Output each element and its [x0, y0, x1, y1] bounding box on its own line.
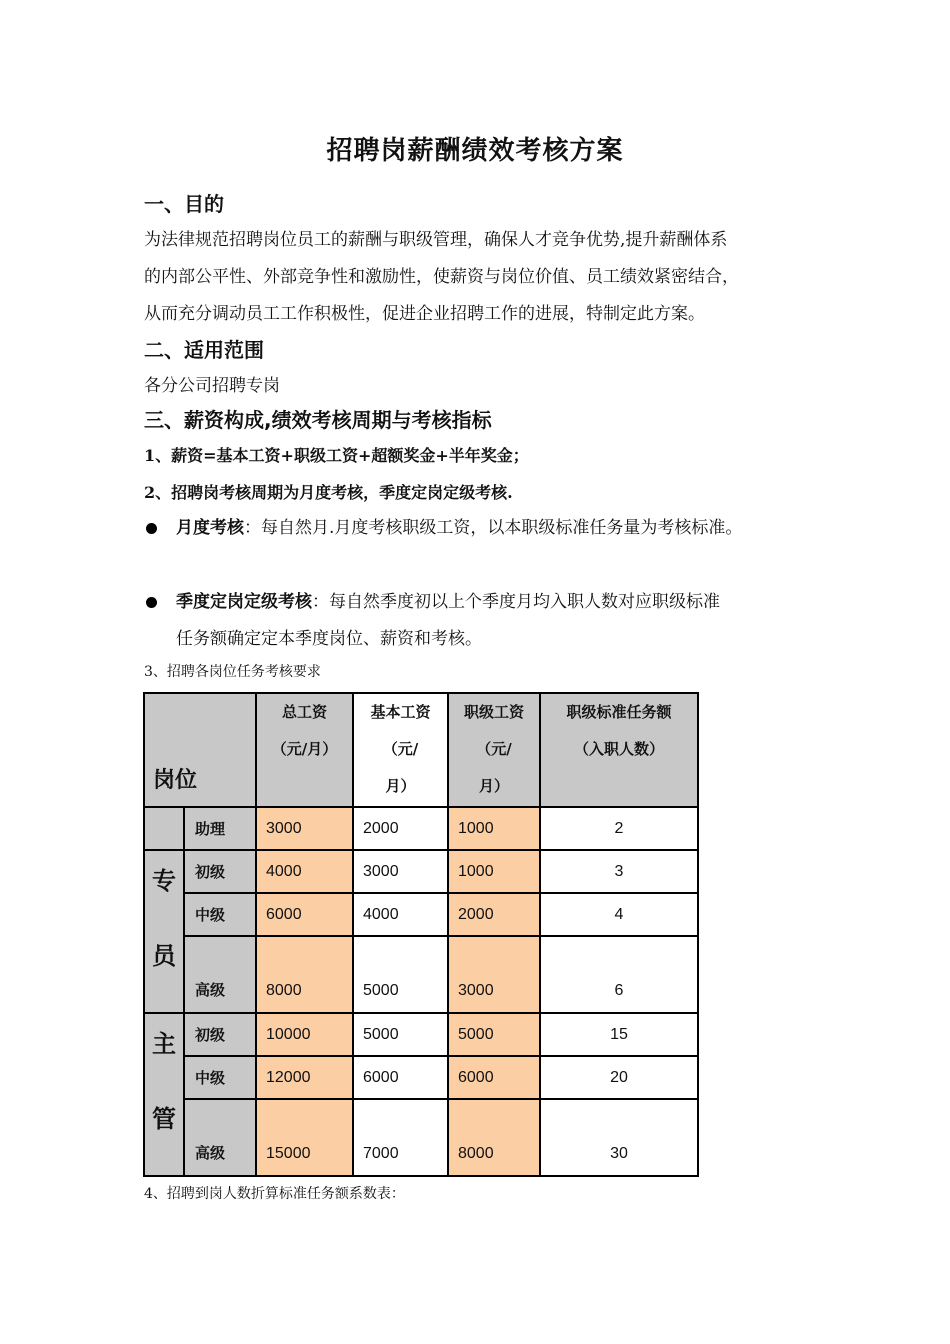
header-rank-line-2: （元/	[476, 740, 512, 758]
total-value: 15000	[266, 1145, 311, 1162]
base-value: 5000	[363, 982, 399, 999]
rank-cell	[448, 1013, 540, 1056]
total-value: 12000	[266, 1068, 311, 1086]
rank-value: 3000	[458, 982, 494, 999]
level-label: 助理	[195, 820, 226, 838]
rank-cell	[448, 807, 540, 850]
total-cell	[256, 1013, 353, 1056]
header-rank-line-1: 职级工资	[463, 703, 524, 721]
header-rank-salary	[448, 693, 540, 807]
rank-value: 5000	[458, 1025, 494, 1043]
group-specialist-char-2: 员	[152, 942, 176, 970]
rank-value: 1000	[458, 819, 494, 837]
rank-value: 8000	[458, 1145, 494, 1162]
level-cell	[184, 893, 256, 936]
quota-cell	[540, 1099, 698, 1176]
table-row	[144, 807, 698, 850]
level-cell	[184, 1099, 256, 1176]
header-quota-line-2: （入职人数）	[573, 740, 664, 758]
group-specialist	[144, 850, 184, 1013]
total-cell	[256, 850, 353, 893]
group-supervisor-char-2: 管	[152, 1105, 176, 1133]
section-heading-salary: 三、薪资构成,绩效考核周期与考核指标	[144, 408, 492, 432]
base-value: 7000	[363, 1145, 399, 1162]
level-cell	[184, 807, 256, 850]
table-row	[144, 936, 698, 1013]
base-value: 6000	[363, 1068, 399, 1086]
rank-value: 1000	[458, 862, 494, 880]
level-label: 中级	[195, 906, 226, 924]
bullet-dot	[146, 593, 157, 612]
rank-value: 6000	[458, 1068, 494, 1086]
page-title: 招聘岗薪酬绩效考核方案	[326, 136, 624, 166]
quota-value: 20	[610, 1068, 628, 1086]
header-total-line-2: （元/月）	[271, 740, 338, 758]
item-task-requirements: 3、招聘各岗位任务考核要求	[144, 664, 321, 680]
table-row	[144, 850, 698, 893]
level-label: 中级	[195, 1069, 226, 1087]
total-cell	[256, 1099, 353, 1176]
header-base-line-1: 基本工资	[370, 703, 431, 721]
bullet-quarterly-cont: 任务额确定定本季度岗位、薪资和考核。	[176, 629, 482, 649]
base-value: 4000	[363, 905, 399, 923]
item-salary-formula: 1、薪资=基本工资+职级工资+超额奖金+半年奖金；	[144, 446, 529, 465]
total-cell	[256, 936, 353, 1013]
header-position-label: 岗位	[153, 768, 198, 793]
total-value: 4000	[266, 862, 302, 880]
total-value: 6000	[266, 905, 302, 923]
bullet-quarterly-label: 季度定岗定级考核	[176, 592, 312, 612]
quota-cell	[540, 893, 698, 936]
table-row	[144, 1056, 698, 1099]
bullet-quarterly	[176, 587, 720, 612]
group-specialist-char-1: 专	[152, 867, 176, 895]
purpose-line-2: 的内部公平性、外部竞争性和激励性，使薪资与岗位价值、员工绩效紧密结合，	[144, 267, 739, 287]
table-row	[144, 1099, 698, 1176]
level-cell	[184, 1013, 256, 1056]
total-cell	[256, 1056, 353, 1099]
header-total-line-1: 总工资	[281, 703, 327, 721]
quota-value: 30	[610, 1145, 628, 1162]
header-quota	[540, 693, 698, 807]
bullet-monthly-text: ：每自然月.月度考核职级工资，以本职级标准任务量为考核标准。	[244, 518, 743, 538]
bullet-dot	[146, 519, 157, 538]
level-label: 高级	[195, 981, 226, 999]
quota-value: 15	[610, 1025, 628, 1043]
header-base-salary	[353, 693, 448, 807]
total-cell	[256, 807, 353, 850]
bullet-monthly-label: 月度考核	[176, 518, 244, 538]
base-value: 3000	[363, 862, 399, 880]
base-cell	[353, 1013, 448, 1056]
header-total-salary	[256, 693, 353, 807]
level-label: 初级	[195, 1026, 226, 1044]
group-supervisor	[144, 1013, 184, 1176]
rank-cell	[448, 850, 540, 893]
base-cell	[353, 850, 448, 893]
scope-text: 各分公司招聘专岗	[144, 376, 280, 396]
purpose-line-1: 为法律规范招聘岗位员工的薪酬与职级管理，确保人才竞争优势,提升薪酬体系	[144, 230, 728, 250]
rank-cell	[448, 1056, 540, 1099]
base-value: 2000	[363, 819, 399, 837]
item-cycle: 2、招聘岗考核周期为月度考核，季度定岗定级考核.	[144, 483, 513, 502]
total-value: 10000	[266, 1025, 311, 1043]
base-cell	[353, 807, 448, 850]
quota-cell	[540, 1013, 698, 1056]
quota-value: 6	[614, 982, 624, 999]
rank-cell	[448, 1099, 540, 1176]
quota-cell	[540, 1056, 698, 1099]
purpose-line-3: 从而充分调动员工工作积极性，促进企业招聘工作的进展，特制定此方案。	[144, 304, 705, 324]
base-cell	[353, 893, 448, 936]
header-quota-line-1: 职级标准任务额	[566, 703, 672, 721]
quota-value: 2	[614, 819, 624, 837]
header-rank-line-3: 月）	[478, 777, 509, 795]
table-row	[144, 893, 698, 936]
total-cell	[256, 893, 353, 936]
level-cell	[184, 850, 256, 893]
base-cell	[353, 936, 448, 1013]
header-base-line-2: （元/	[382, 740, 419, 758]
quota-cell	[540, 807, 698, 850]
total-value: 3000	[266, 819, 302, 837]
quota-cell	[540, 936, 698, 1013]
base-value: 5000	[363, 1025, 399, 1043]
header-position	[144, 693, 256, 807]
total-value: 8000	[266, 982, 302, 999]
rank-value: 2000	[458, 905, 494, 923]
item-coefficient-table: 4、招聘到岗人数折算标准任务额系数表：	[144, 1186, 405, 1202]
section-heading-scope: 二、适用范围	[144, 338, 264, 362]
table-row	[144, 1013, 698, 1056]
rank-cell	[448, 893, 540, 936]
level-label: 高级	[195, 1144, 226, 1162]
level-cell	[184, 936, 256, 1013]
bullet-monthly	[176, 513, 742, 538]
level-cell	[184, 1056, 256, 1099]
group-empty	[144, 807, 184, 850]
quota-cell	[540, 850, 698, 893]
bullet-quarterly-text: ：每自然季度初以上个季度月均入职人数对应职级标准	[312, 592, 720, 612]
rank-cell	[448, 936, 540, 1013]
section-heading-purpose: 一、目的	[144, 192, 224, 216]
base-cell	[353, 1099, 448, 1176]
salary-table	[143, 692, 699, 1177]
base-cell	[353, 1056, 448, 1099]
group-supervisor-char-1: 主	[152, 1030, 176, 1058]
level-label: 初级	[195, 863, 226, 881]
quota-value: 3	[614, 862, 624, 880]
header-base-line-3: 月）	[385, 777, 416, 795]
quota-value: 4	[614, 905, 624, 923]
